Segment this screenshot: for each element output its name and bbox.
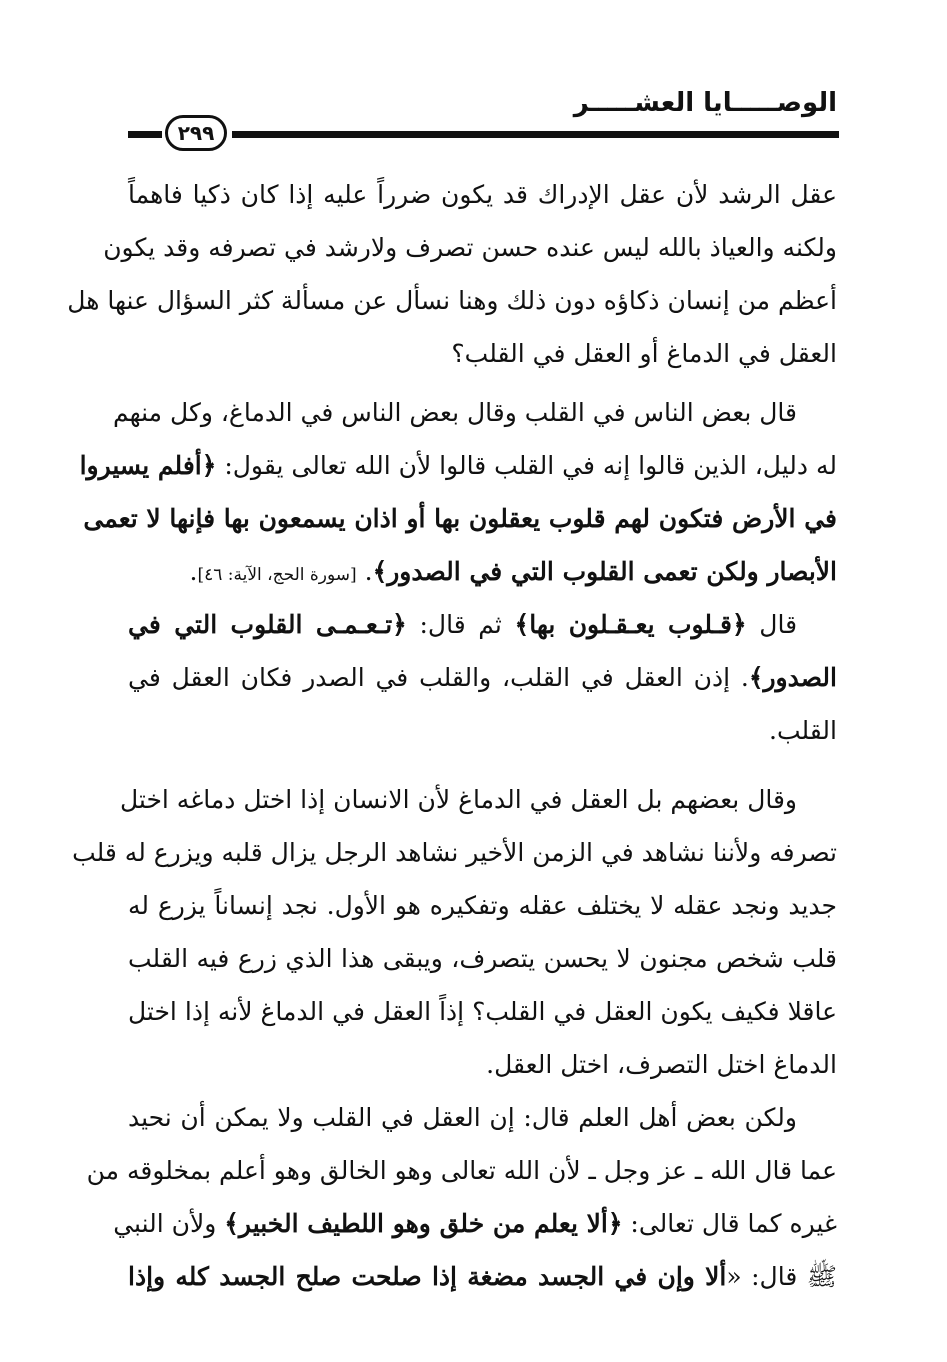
hadith-quote: ألا وإن في الجسد مضغة إذا صلحت صلح الجسد كله وإذا	[128, 1262, 727, 1291]
text-line	[113, 1197, 837, 1250]
plain-text: ﷺ قال: «	[726, 1262, 837, 1291]
plain-text: ولأن النبي	[113, 1209, 217, 1238]
text-line: عقل الرشد لأن عقل الإدراك قد يكون ضرراً عليه إذا كان ذكيا فاهماً	[128, 180, 837, 209]
plain-text: .	[189, 557, 198, 586]
page-body	[67, 168, 837, 1303]
text-line: القلب.	[769, 716, 837, 745]
header-rule	[232, 131, 839, 138]
text-line: وقال بعضهم بل العقل في الدماغ لأن الانسان إذا اختل دماغه اختل	[119, 785, 797, 814]
page-number: ٢٩٩	[165, 115, 227, 151]
plain-text: غيره كما قال تعالى:	[630, 1209, 837, 1238]
quran-quote: الأبصار ولكن تعمى القلوب التي في الصدور﴾	[372, 557, 837, 586]
text-line: أعظم من إنسان ذكاؤه دون ذلك وهنا نسأل عن مسألة كثر السؤال عنها هل	[67, 286, 837, 315]
text-line: قال بعض الناس في القلب وقال بعض الناس في الدماغ، وكل منهم	[112, 398, 797, 427]
text-line: عاقلا فكيف يكون العقل في القلب؟ إذاً العقل في الدماغ لأنه إذا اختل	[128, 997, 837, 1026]
text-line	[128, 598, 837, 651]
text-line: جديد ونجد عقله لا يختلف عقله وتفكيره هو الأول. نجد إنساناً يزرع له	[128, 891, 837, 920]
text-line: عما قال الله ـ عز وجل ـ لأن الله تعالى وهو الخالق وهو أعلم بمخلوقه من	[86, 1156, 837, 1185]
quran-quote: ﴿تـعـمـى القلوب التي في	[128, 610, 407, 639]
text-line	[79, 439, 837, 492]
text-line: قلب شخص مجنون لا يحسن يتصرف، ويبقى هذا الذي زرع فيه القلب	[128, 944, 837, 973]
text-line: العقل في الدماغ أو العقل في القلب؟	[451, 339, 837, 368]
text-line	[128, 1250, 837, 1303]
quran-quote: الصدور﴾	[748, 663, 837, 692]
plain-text: له دليل، الذين قالوا إنه في القلب قالوا لأن الله تعالى يقول:	[224, 451, 837, 480]
text-line: ولكنه والعياذ بالله ليس عنده حسن تصرف ولارشد في تصرفه وقد يكون	[103, 233, 837, 262]
quran-quote: ﴿أفلم يسيروا	[79, 451, 217, 480]
plain-text: ثم قال:	[419, 610, 502, 639]
quran-reference: [سورة الحج، الآية: ٤٦]	[197, 565, 357, 585]
plain-text: .	[364, 557, 373, 586]
quran-quote: ﴿قـلوب يعـقـلون بها﴾	[514, 610, 747, 639]
text-line: الدماغ اختل التصرف، اختل العقل.	[486, 1050, 837, 1079]
text-line: تصرفه ولأننا نشاهد في الزمن الأخير نشاهد الرجل يزال قلبه ويزرع له قلب	[72, 838, 837, 867]
quran-quote: ﴿ألا يعلم من خلق وهو اللطيف الخبير﴾	[224, 1209, 623, 1238]
text-line: ولكن بعض أهل العلم قال: إن العقل في القلب ولا يمكن أن نحيد	[128, 1103, 797, 1132]
text-line	[128, 651, 837, 704]
running-header-title: الوصـــــايا العشـــــر	[573, 88, 837, 118]
text-line	[128, 545, 837, 598]
plain-text: قال	[759, 610, 798, 639]
header-rule-end	[128, 131, 162, 138]
plain-text: . إذن العقل في القلب، والقلب في الصدر فكان العقل في	[128, 663, 749, 692]
quran-quote-line: في الأرض فتكون لهم قلوب يعقلون بها أو اذان يسمعون بها فإنها لا تعمى	[83, 504, 837, 533]
